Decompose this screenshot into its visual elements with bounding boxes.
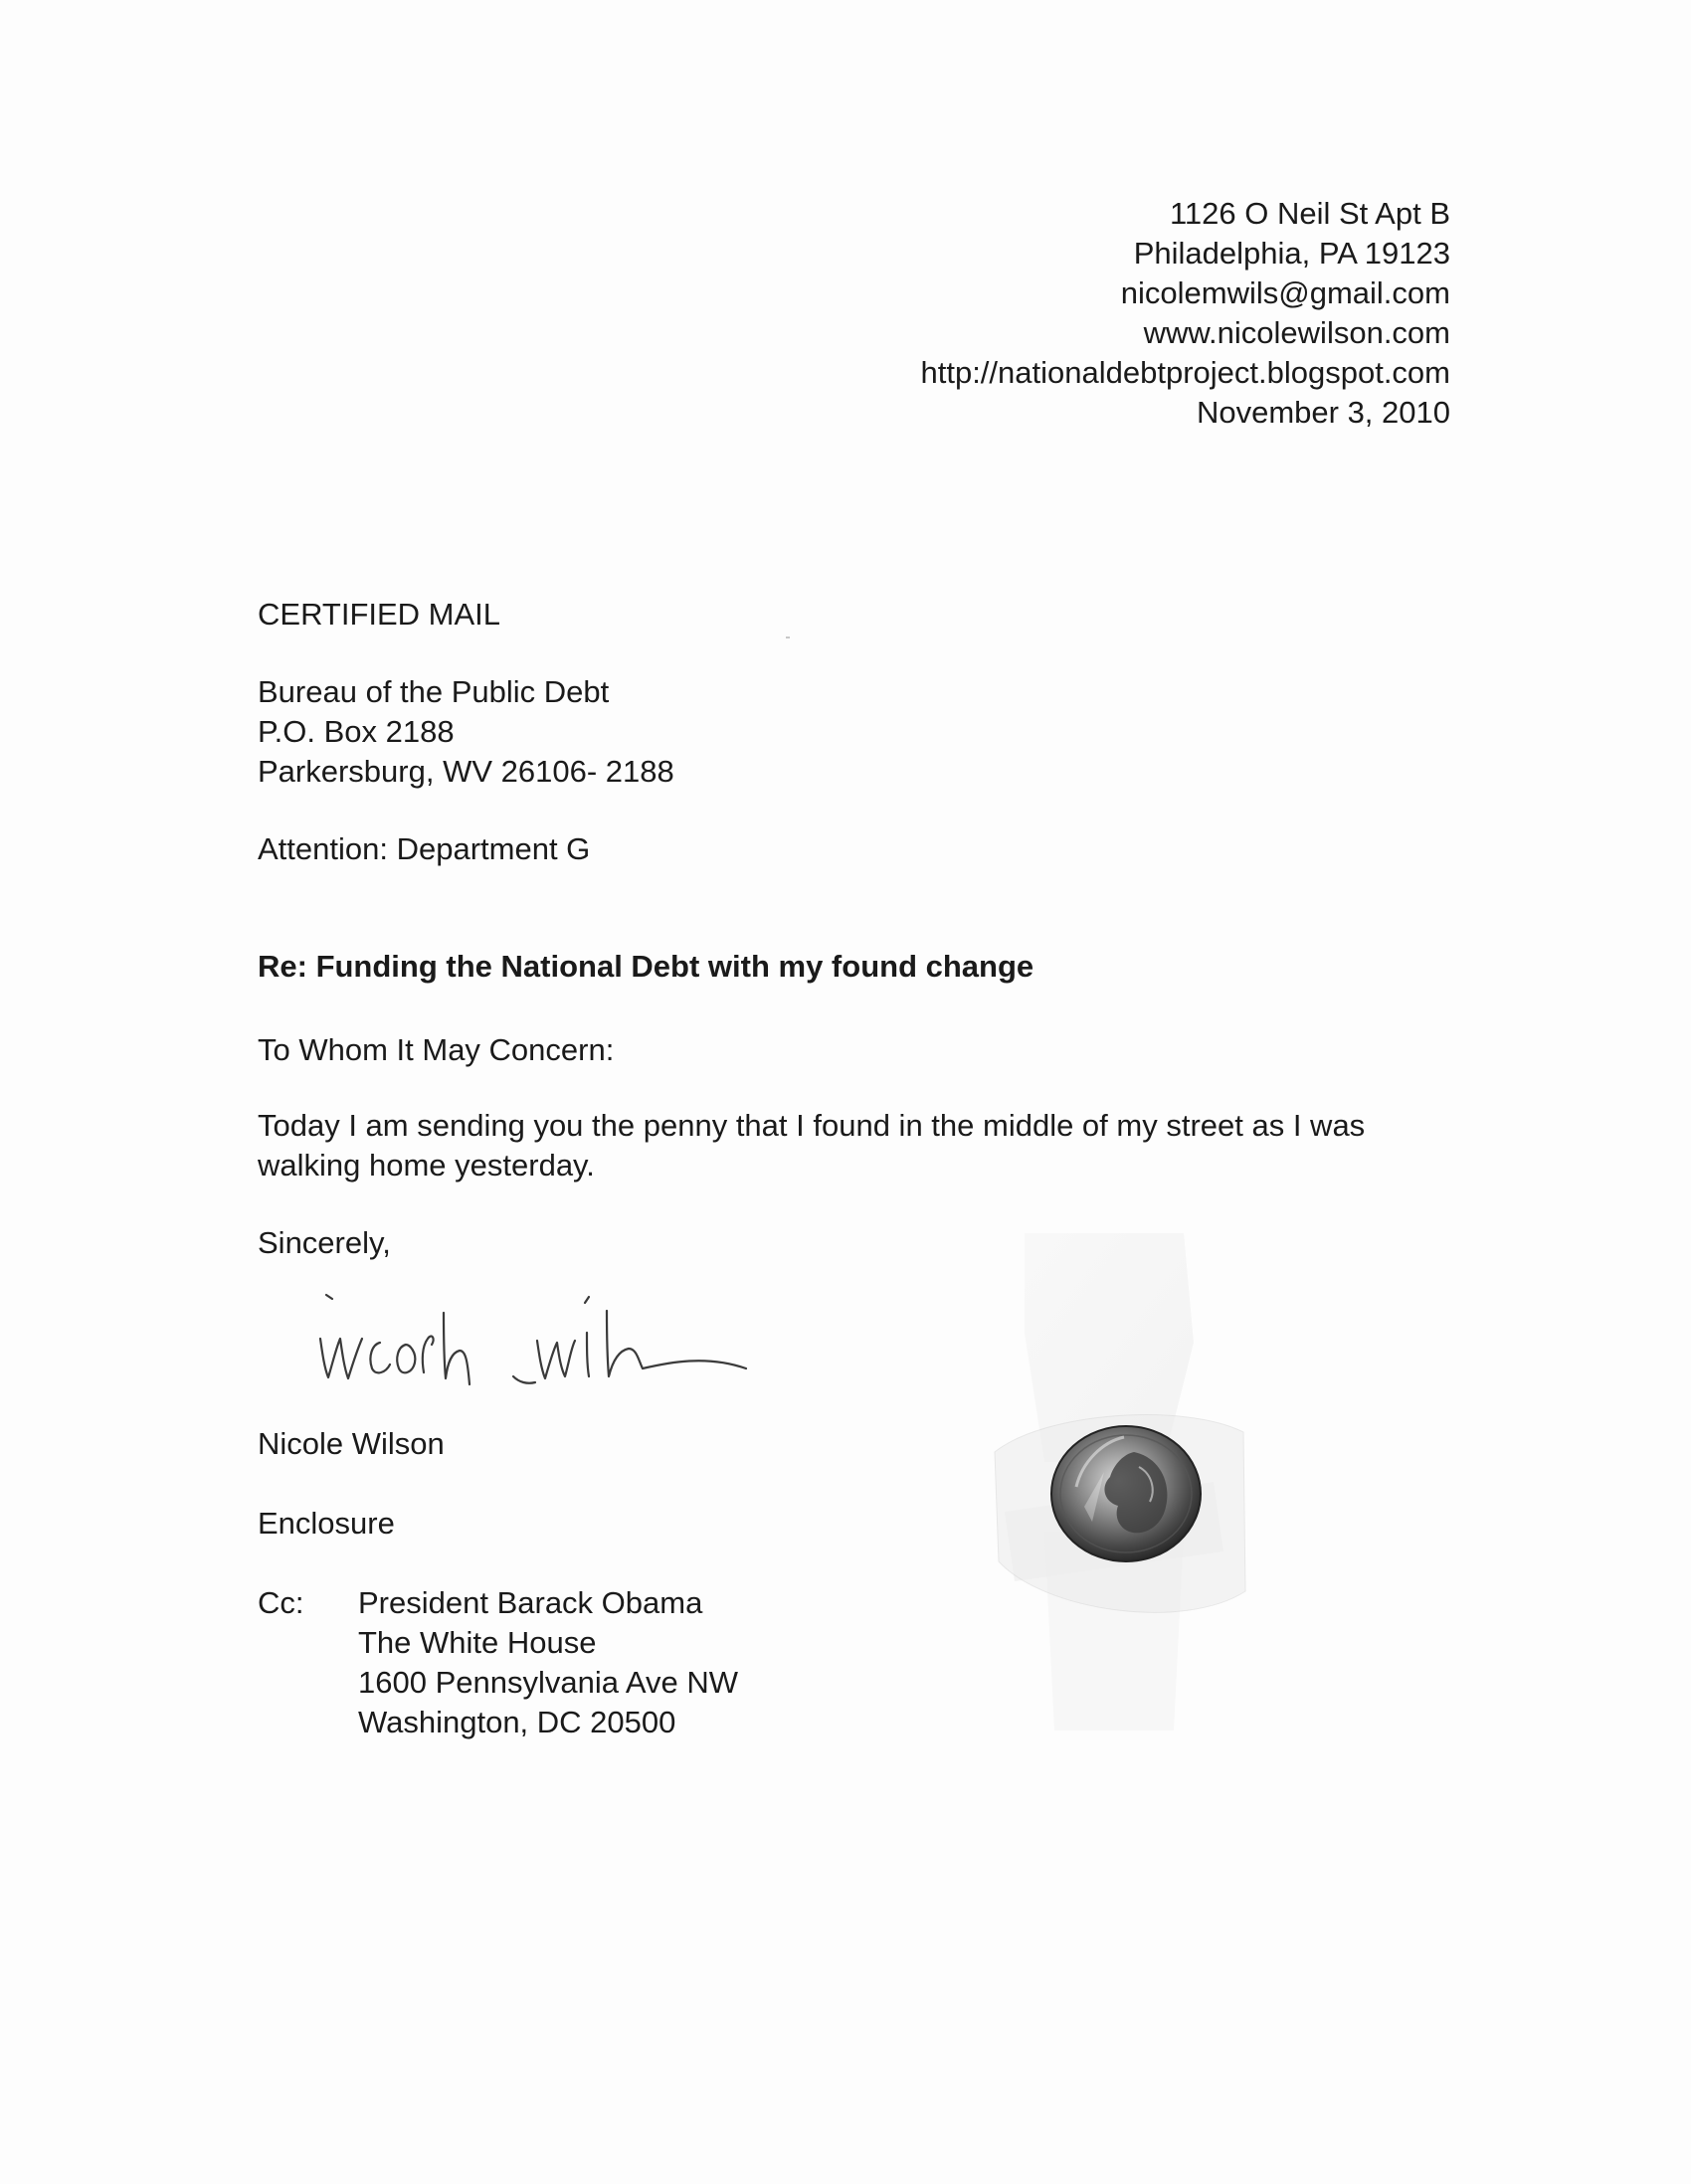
cc-recipient-org: The White House: [358, 1625, 597, 1660]
recipient-po-box: P.O. Box 2188: [258, 714, 455, 749]
sender-street: 1126 O Neil St Apt B: [1169, 196, 1450, 231]
handwritten-signature: [298, 1273, 836, 1412]
penny-coin: [1051, 1426, 1201, 1561]
subject-line: Re: Funding the National Debt with my found change: [258, 949, 1034, 984]
letter-date: November 3, 2010: [1196, 395, 1450, 430]
recipient-city: Parkersburg, WV 26106- 2188: [258, 754, 674, 789]
sender-city: Philadelphia, PA 19123: [1133, 236, 1450, 271]
cc-recipient-city: Washington, DC 20500: [358, 1705, 676, 1739]
sender-email: nicolemwils@gmail.com: [1120, 275, 1450, 310]
delivery-method: CERTIFIED MAIL: [258, 597, 501, 632]
scan-speck: [786, 637, 790, 638]
recipient-name: Bureau of the Public Debt: [258, 674, 610, 709]
sender-website: www.nicolewilson.com: [1143, 315, 1450, 350]
body-paragraph: Today I am sending you the penny that I found in the middle of my street as I was walking home yesterday.: [258, 1108, 1366, 1183]
signer-name: Nicole Wilson: [258, 1426, 445, 1461]
cc-recipient-block: [358, 1583, 738, 1742]
enclosure-note: Enclosure: [258, 1506, 395, 1541]
sender-blog: http://nationaldebtproject.blogspot.com: [920, 355, 1450, 390]
cc-recipient-name: President Barack Obama: [358, 1585, 703, 1620]
sender-address-block: [920, 194, 1450, 433]
taped-penny: [985, 1233, 1283, 1730]
recipient-address-block: [258, 672, 674, 792]
closing: Sincerely,: [258, 1225, 391, 1260]
cc-recipient-street: 1600 Pennsylvania Ave NW: [358, 1665, 738, 1700]
cc-label: Cc:: [258, 1585, 304, 1620]
salutation: To Whom It May Concern:: [258, 1032, 615, 1067]
attention-line: Attention: Department G: [258, 831, 591, 866]
